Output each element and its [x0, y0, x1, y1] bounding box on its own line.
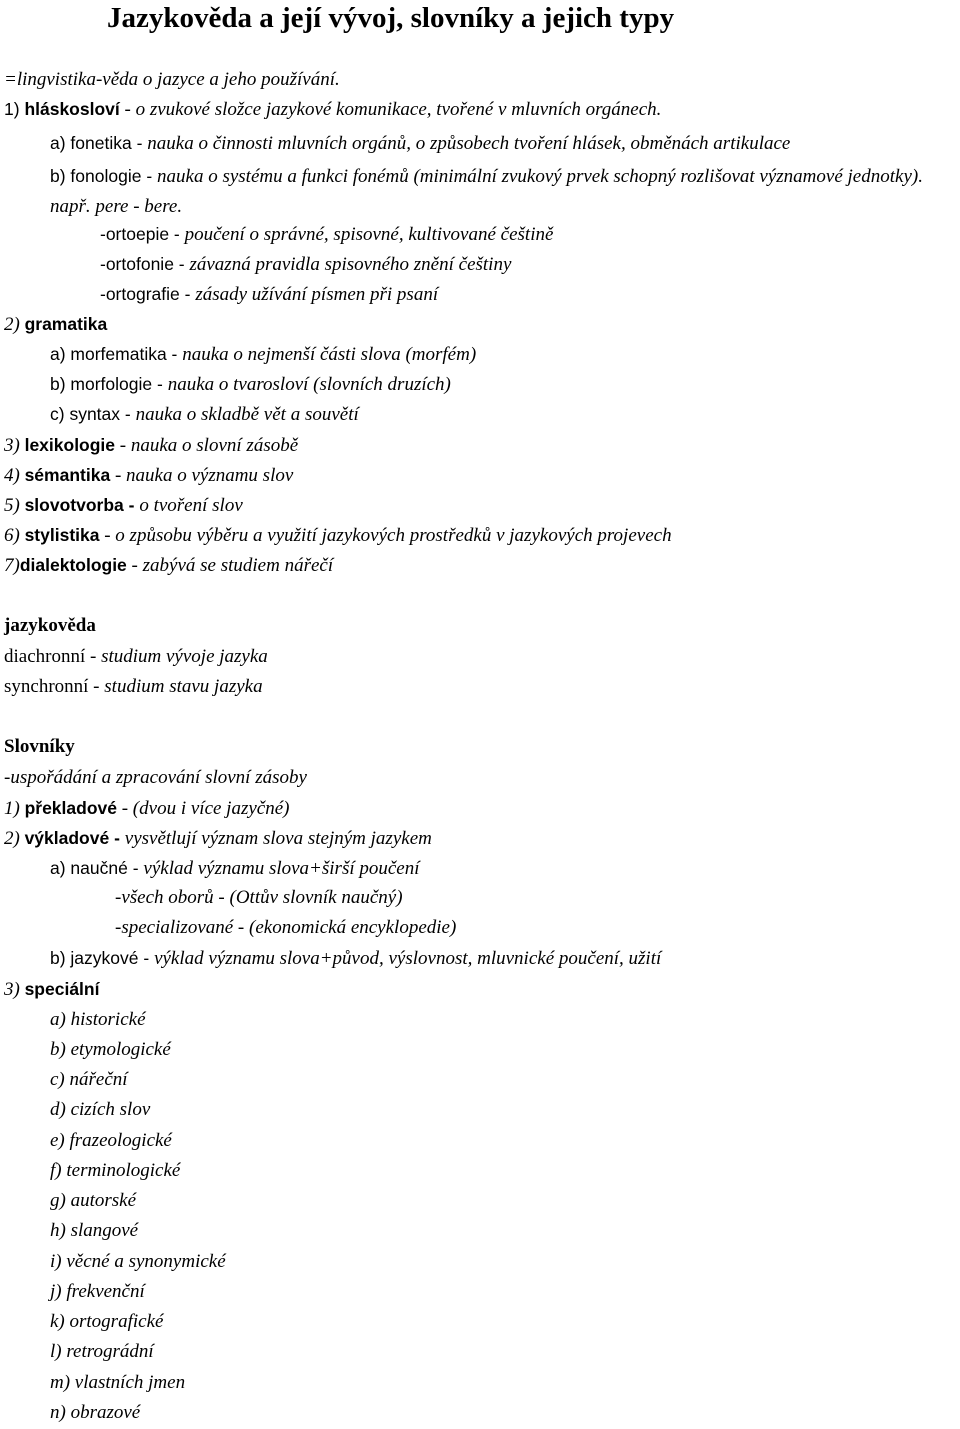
- slovnik-type-2a-term: a) naučné -: [50, 858, 144, 878]
- section-1b-term: b) fonologie -: [50, 166, 158, 186]
- section-6-definition: - o způsobu výběru a využití jazykových prostředků v jazykových projevech: [99, 525, 672, 546]
- special-item: d) cizích slov: [50, 1099, 151, 1120]
- slovnik-type-2a-sub-1: -všech oborů - (Ottův slovník naučný): [115, 887, 403, 908]
- slovnik-type-3: [4, 977, 99, 1002]
- section-2: [4, 312, 107, 337]
- special-item: e) frazeologické: [50, 1130, 172, 1151]
- slovnik-type-2a-sub-2: -specializované - (ekonomická encyklopedie): [115, 917, 457, 938]
- special-item: m) vlastních jmen: [50, 1372, 186, 1393]
- diachronni-line: [4, 645, 268, 669]
- section-2b: [50, 372, 451, 397]
- section-7-term: dialektologie: [19, 555, 127, 575]
- section-1b: [50, 161, 955, 222]
- section-6-term: stylistika: [24, 525, 100, 545]
- slovnik-type-2a-definition: výklad významu slova+širší poučení: [143, 858, 420, 879]
- special-item: a) historické: [50, 1009, 146, 1030]
- synchronni-term: synchronní -: [4, 676, 105, 697]
- section-6-number: 6): [4, 525, 25, 546]
- section-2b-term: b) morfologie -: [50, 374, 168, 394]
- section-5: [4, 493, 243, 518]
- ortoepie-line: [100, 222, 553, 247]
- section-2b-definition: nauka o tvarosloví (slovních druzích): [167, 374, 451, 395]
- section-5-term: slovotvorba -: [24, 495, 140, 515]
- page-title: Jazykověda a její vývoj, slovníky a jejich typy: [107, 2, 675, 34]
- ortografie-line: [100, 282, 438, 307]
- intro-line: =lingvistika-věda o jazyce a jeho používání.: [4, 69, 340, 90]
- section-3-term: lexikologie: [24, 435, 116, 455]
- section-2c-term: c) syntax -: [50, 404, 136, 424]
- slovnik-type-2a: [50, 856, 420, 881]
- slovnik-type-2: [4, 826, 432, 851]
- ortoepie-definition: poučení o správné, spisovné, kultivované češtině: [184, 224, 554, 245]
- section-7-number: 7): [4, 555, 20, 576]
- section-5-number: 5): [4, 495, 25, 516]
- special-item: f) terminologické: [50, 1160, 181, 1181]
- ortofonie-line: [100, 252, 511, 277]
- section-4-term: sémantika: [24, 465, 111, 485]
- section-3: [4, 433, 298, 458]
- slovnik-type-2b-definition: výklad významu slova+původ, výslovnost, mluvnické poučení, užití: [154, 948, 662, 969]
- section-5-definition: o tvoření slov: [139, 495, 243, 516]
- section-4-definition: - nauka o významu slov: [110, 465, 294, 486]
- slovnik-type-3-number: 3): [4, 979, 25, 1000]
- section-1a: [50, 131, 790, 156]
- slovnik-type-1-definition: - (dvou i více jazyčné): [116, 798, 290, 819]
- special-item: n) obrazové: [50, 1402, 141, 1423]
- slovnik-type-2b-term: b) jazykové -: [50, 948, 155, 968]
- section-7: [4, 553, 333, 578]
- special-item: j) frekvenční: [50, 1281, 145, 1302]
- special-item: b) etymologické: [50, 1039, 171, 1060]
- section-2a-definition: nauka o nejmenší části slova (morfém): [182, 344, 477, 365]
- section-7-definition: - zabývá se studiem nářečí: [126, 555, 334, 576]
- section-1: [4, 97, 661, 122]
- jazykoveda-heading: jazykověda: [4, 615, 96, 636]
- ortofonie-definition: závazná pravidla spisovného znění češtiny: [189, 254, 512, 275]
- section-2a-term: a) morfematika -: [50, 344, 183, 364]
- section-2-term: gramatika: [24, 314, 108, 334]
- diachronni-definition: studium vývoje jazyka: [101, 646, 268, 667]
- section-4-number: 4): [4, 465, 25, 486]
- section-1-definition: - o zvukové složce jazykové komunikace, tvořené v mluvních orgánech.: [119, 99, 662, 120]
- section-3-definition: - nauka o slovní zásobě: [115, 435, 299, 456]
- section-1b-definition: nauka o systému a funkci fonémů (minimální zvukový prvek schopný rozlišovat významové jednotky). např. pere - bere.: [50, 166, 923, 217]
- slovniky-intro: -uspořádání a zpracování slovní zásoby: [4, 767, 307, 788]
- slovnik-type-1-number: 1): [4, 798, 25, 819]
- slovnik-type-2-term: výkladové -: [24, 828, 125, 848]
- special-item: g) autorské: [50, 1190, 137, 1211]
- section-1-number: 1): [4, 99, 25, 119]
- section-1-term: hláskosloví: [24, 99, 120, 119]
- section-4: [4, 463, 293, 488]
- ortofonie-term: -ortofonie -: [100, 254, 190, 274]
- slovnik-type-2b: [50, 946, 661, 971]
- slovniky-heading: Slovníky: [4, 736, 75, 757]
- section-2c: [50, 402, 359, 427]
- ortografie-definition: zásady užívání písmen při psaní: [195, 284, 439, 305]
- diachronni-term: diachronní -: [4, 646, 102, 667]
- slovnik-type-1-term: překladové: [24, 798, 117, 818]
- section-1a-term: a) fonetika -: [50, 133, 148, 153]
- slovnik-type-3-term: speciální: [24, 979, 100, 999]
- section-2a: [50, 342, 476, 367]
- synchronni-line: [4, 675, 263, 699]
- slovnik-type-2-number: 2): [4, 828, 25, 849]
- section-2c-definition: nauka o skladbě vět a souvětí: [135, 404, 359, 425]
- slovnik-type-2-definition: vysvětlují význam slova stejným jazykem: [124, 828, 432, 849]
- section-3-number: 3): [4, 435, 25, 456]
- section-2-number: 2): [4, 314, 25, 335]
- special-item: l) retrográdní: [50, 1341, 154, 1362]
- ortografie-term: -ortografie -: [100, 284, 196, 304]
- special-item: h) slangové: [50, 1220, 139, 1241]
- special-item: c) nářeční: [50, 1069, 128, 1090]
- special-item: i) věcné a synonymické: [50, 1251, 226, 1272]
- section-6: [4, 523, 672, 548]
- ortoepie-term: -ortoepie -: [100, 224, 185, 244]
- synchronni-definition: studium stavu jazyka: [104, 676, 263, 697]
- section-1a-definition: nauka o činnosti mluvních orgánů, o způsobech tvoření hlásek, obměnách artikulace: [147, 133, 791, 154]
- special-item: k) ortografické: [50, 1311, 164, 1332]
- slovnik-type-1: [4, 796, 289, 821]
